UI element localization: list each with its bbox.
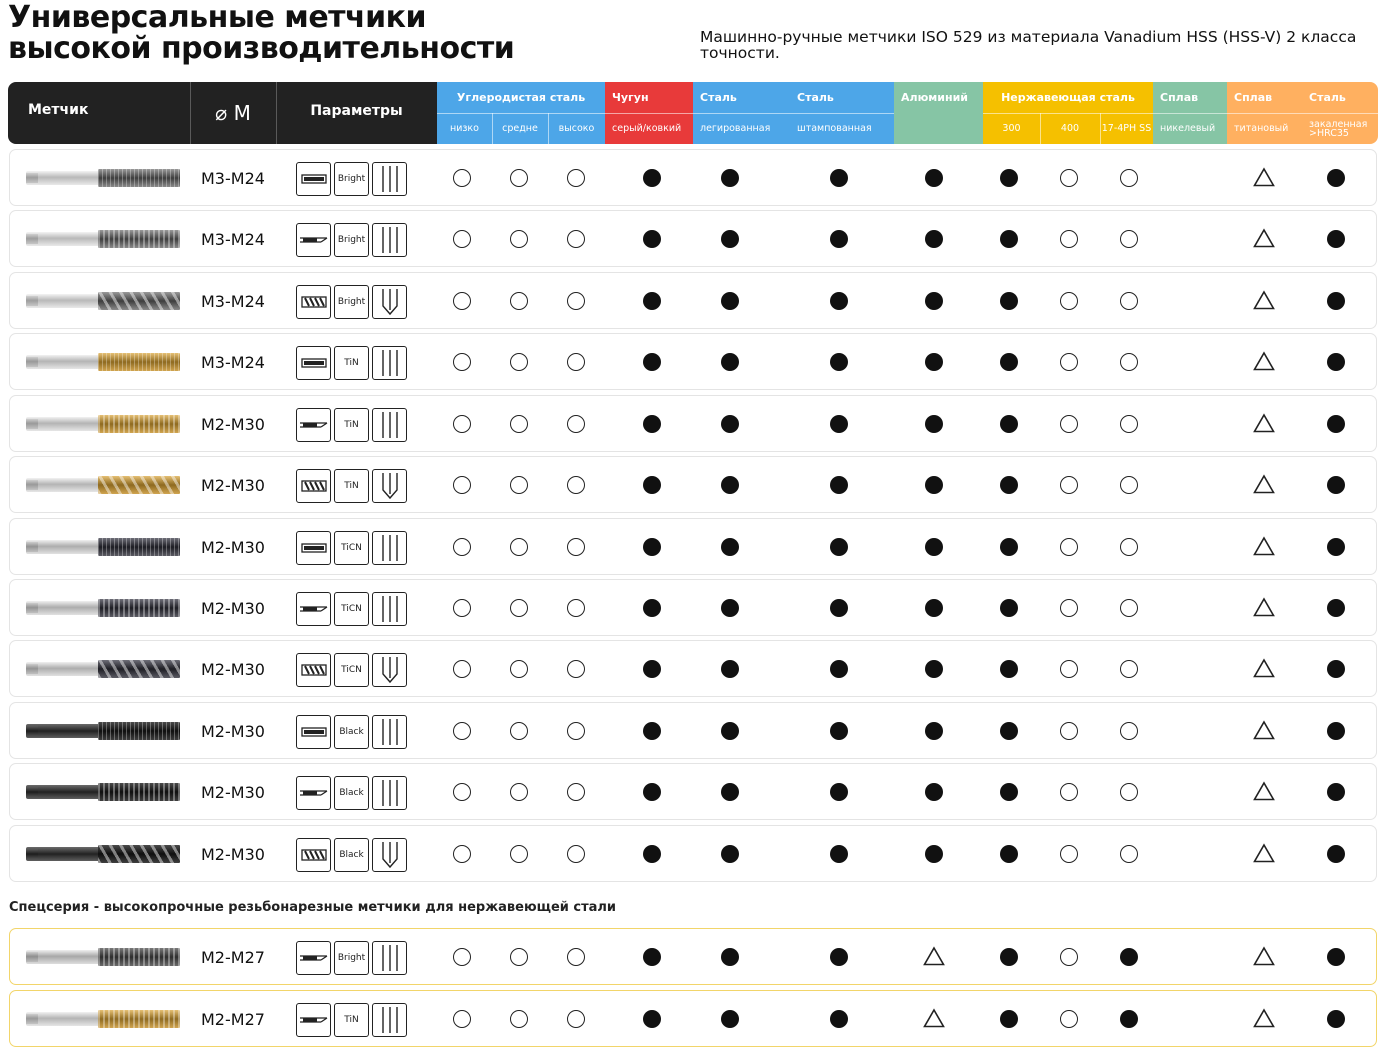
chamfer-icon xyxy=(372,653,407,687)
hollow-circle-icon xyxy=(1120,538,1138,556)
header-group-title: Сплав xyxy=(1234,91,1273,104)
triangle-icon xyxy=(1253,720,1275,740)
filled-circle-icon xyxy=(1327,783,1345,801)
hollow-circle-icon xyxy=(567,230,585,248)
flute-type-icon xyxy=(296,941,331,975)
filled-circle-icon xyxy=(1000,415,1018,433)
filled-circle-icon xyxy=(721,476,739,494)
table-row xyxy=(9,990,1377,1047)
filled-circle-icon xyxy=(925,230,943,248)
header-subcolumn: титановый xyxy=(1234,123,1289,134)
header-group-title: Углеродистая сталь xyxy=(456,91,586,104)
filled-circle-icon xyxy=(925,722,943,740)
filled-circle-icon xyxy=(925,353,943,371)
header-group xyxy=(983,82,1153,144)
size-range: M3-M24 xyxy=(201,169,265,188)
hollow-circle-icon xyxy=(1060,722,1078,740)
chamfer-icon xyxy=(372,531,407,565)
header-subcolumn-divider xyxy=(1040,113,1041,144)
triangle-icon xyxy=(1253,781,1275,801)
header-subcolumn: 17-4PH SS xyxy=(1101,123,1152,134)
filled-circle-icon xyxy=(830,476,848,494)
filled-circle-icon xyxy=(643,415,661,433)
flute-type-icon xyxy=(296,653,331,687)
hollow-circle-icon xyxy=(453,948,471,966)
filled-circle-icon xyxy=(830,845,848,863)
hollow-circle-icon xyxy=(567,722,585,740)
tap-image xyxy=(26,599,180,617)
filled-circle-icon xyxy=(1327,845,1345,863)
hollow-circle-icon xyxy=(1120,476,1138,494)
header-group-title: Сталь xyxy=(797,91,834,104)
filled-circle-icon xyxy=(643,476,661,494)
header-tap: Метчик xyxy=(28,102,89,118)
tap-image xyxy=(26,1010,180,1028)
filled-circle-icon xyxy=(1000,476,1018,494)
size-range: M2-M30 xyxy=(201,783,265,802)
flute-type-icon xyxy=(296,776,331,810)
coating-label: Black xyxy=(334,715,369,749)
filled-circle-icon xyxy=(1000,292,1018,310)
filled-circle-icon xyxy=(643,1010,661,1028)
filled-circle-icon xyxy=(1327,722,1345,740)
coating-label: Bright xyxy=(334,941,369,975)
hollow-circle-icon xyxy=(1060,845,1078,863)
hollow-circle-icon xyxy=(567,415,585,433)
header-subcolumn: высоко xyxy=(558,123,595,134)
flute-type-icon xyxy=(296,469,331,503)
table-header xyxy=(8,82,1378,144)
tap-image xyxy=(26,538,180,556)
filled-circle-icon xyxy=(1000,538,1018,556)
filled-circle-icon xyxy=(830,169,848,187)
header-subcolumn: 400 xyxy=(1060,123,1080,134)
size-range: M2-M30 xyxy=(201,722,265,741)
filled-circle-icon xyxy=(721,1010,739,1028)
coating-label: TiN xyxy=(334,469,369,503)
filled-circle-icon xyxy=(721,169,739,187)
header-subcolumn: средне xyxy=(502,123,538,134)
header-group-title: Сталь xyxy=(1309,91,1346,104)
filled-circle-icon xyxy=(1327,1010,1345,1028)
hollow-circle-icon xyxy=(1060,292,1078,310)
hollow-circle-icon xyxy=(453,476,471,494)
hollow-circle-icon xyxy=(510,660,528,678)
page-title-line2: высокой производительности xyxy=(8,31,515,66)
filled-circle-icon xyxy=(925,783,943,801)
filled-circle-icon xyxy=(721,353,739,371)
page-title-line1: Универсальные метчики xyxy=(8,0,427,35)
flute-type-icon xyxy=(296,838,331,872)
hollow-circle-icon xyxy=(1120,845,1138,863)
chamfer-icon xyxy=(372,776,407,810)
table-row xyxy=(9,702,1377,759)
table-row xyxy=(9,456,1377,513)
header-subcolumn: никелевый xyxy=(1160,123,1216,134)
filled-circle-icon xyxy=(643,353,661,371)
hollow-circle-icon xyxy=(1060,230,1078,248)
hollow-circle-icon xyxy=(453,599,471,617)
hollow-circle-icon xyxy=(453,292,471,310)
header-group xyxy=(1227,82,1302,144)
triangle-icon xyxy=(1253,474,1275,494)
filled-circle-icon xyxy=(643,948,661,966)
filled-circle-icon xyxy=(925,415,943,433)
table-row xyxy=(9,149,1377,206)
filled-circle-icon xyxy=(830,948,848,966)
triangle-icon xyxy=(1253,1008,1275,1028)
hollow-circle-icon xyxy=(1120,660,1138,678)
size-range: M2-M30 xyxy=(201,476,265,495)
chamfer-icon xyxy=(372,346,407,380)
hollow-circle-icon xyxy=(1060,783,1078,801)
triangle-icon xyxy=(1253,946,1275,966)
chamfer-icon xyxy=(372,162,407,196)
filled-circle-icon xyxy=(1000,599,1018,617)
hollow-circle-icon xyxy=(1120,230,1138,248)
hollow-circle-icon xyxy=(453,722,471,740)
size-range: M2-M27 xyxy=(201,948,265,967)
flute-type-icon xyxy=(296,592,331,626)
triangle-icon xyxy=(1253,351,1275,371)
filled-circle-icon xyxy=(830,415,848,433)
table-row xyxy=(9,272,1377,329)
hollow-circle-icon xyxy=(567,353,585,371)
filled-circle-icon xyxy=(925,292,943,310)
filled-circle-icon xyxy=(1327,169,1345,187)
triangle-icon xyxy=(1253,290,1275,310)
flute-type-icon xyxy=(296,162,331,196)
hollow-circle-icon xyxy=(1060,169,1078,187)
filled-circle-icon xyxy=(925,845,943,863)
hollow-circle-icon xyxy=(1120,353,1138,371)
coating-label: TiN xyxy=(334,408,369,442)
tap-image xyxy=(26,292,180,310)
filled-circle-icon xyxy=(830,230,848,248)
hollow-circle-icon xyxy=(567,292,585,310)
table-row xyxy=(9,518,1377,575)
hollow-circle-icon xyxy=(567,948,585,966)
filled-circle-icon xyxy=(830,538,848,556)
size-range: M2-M30 xyxy=(201,599,265,618)
flute-type-icon xyxy=(296,346,331,380)
filled-circle-icon xyxy=(1000,845,1018,863)
triangle-icon xyxy=(1253,536,1275,556)
header-group-title: Сплав xyxy=(1160,91,1199,104)
triangle-icon xyxy=(1253,167,1275,187)
filled-circle-icon xyxy=(1327,538,1345,556)
filled-circle-icon xyxy=(643,599,661,617)
filled-circle-icon xyxy=(1120,1010,1138,1028)
tap-image xyxy=(26,415,180,433)
filled-circle-icon xyxy=(721,538,739,556)
table-row xyxy=(9,763,1377,820)
filled-circle-icon xyxy=(830,292,848,310)
hollow-circle-icon xyxy=(510,476,528,494)
hollow-circle-icon xyxy=(1120,415,1138,433)
filled-circle-icon xyxy=(721,722,739,740)
filled-circle-icon xyxy=(925,599,943,617)
header-subcolumn xyxy=(894,113,983,144)
triangle-icon xyxy=(1253,413,1275,433)
chamfer-icon xyxy=(372,1003,407,1037)
filled-circle-icon xyxy=(830,783,848,801)
coating-label: TiN xyxy=(334,1003,369,1037)
header-subcolumn-divider xyxy=(548,113,549,144)
hollow-circle-icon xyxy=(510,538,528,556)
chamfer-icon xyxy=(372,592,407,626)
table-row xyxy=(9,210,1377,267)
header-group-title: Нержавеющая сталь xyxy=(1001,91,1135,104)
tap-image xyxy=(26,845,180,863)
hollow-circle-icon xyxy=(1060,948,1078,966)
filled-circle-icon xyxy=(721,599,739,617)
hollow-circle-icon xyxy=(453,230,471,248)
header-group xyxy=(693,82,790,144)
flute-type-icon xyxy=(296,715,331,749)
chamfer-icon xyxy=(372,285,407,319)
hollow-circle-icon xyxy=(510,169,528,187)
table-row xyxy=(9,928,1377,985)
hollow-circle-icon xyxy=(510,353,528,371)
filled-circle-icon xyxy=(721,845,739,863)
hollow-circle-icon xyxy=(1120,722,1138,740)
page-title xyxy=(8,2,514,64)
filled-circle-icon xyxy=(925,476,943,494)
hollow-circle-icon xyxy=(510,783,528,801)
hollow-circle-icon xyxy=(567,660,585,678)
table-row xyxy=(9,395,1377,452)
coating-label: Black xyxy=(334,776,369,810)
header-group xyxy=(1302,82,1378,144)
triangle-icon xyxy=(1253,658,1275,678)
special-series-caption: Спецсерия - высокопрочные резьбонарезные метчики для нержавеющей стали xyxy=(9,900,617,915)
filled-circle-icon xyxy=(721,292,739,310)
hollow-circle-icon xyxy=(1120,599,1138,617)
filled-circle-icon xyxy=(830,660,848,678)
tap-image xyxy=(26,230,180,248)
hollow-circle-icon xyxy=(1060,1010,1078,1028)
hollow-circle-icon xyxy=(1120,783,1138,801)
header-diameter: ⌀ M xyxy=(215,101,251,125)
hollow-circle-icon xyxy=(1060,599,1078,617)
size-range: M3-M24 xyxy=(201,292,265,311)
coating-label: TiCN xyxy=(334,653,369,687)
page-subtitle: Машинно-ручные метчики ISO 529 из материала Vanadium HSS (HSS-V) 2 класса точности. xyxy=(700,28,1357,62)
hollow-circle-icon xyxy=(567,538,585,556)
size-range: M3-M24 xyxy=(201,230,265,249)
chamfer-icon xyxy=(372,223,407,257)
filled-circle-icon xyxy=(1327,476,1345,494)
filled-circle-icon xyxy=(721,660,739,678)
chamfer-icon xyxy=(372,941,407,975)
size-range: M2-M30 xyxy=(201,660,265,679)
coating-label: Bright xyxy=(334,285,369,319)
filled-circle-icon xyxy=(721,948,739,966)
filled-circle-icon xyxy=(721,783,739,801)
hollow-circle-icon xyxy=(567,599,585,617)
filled-circle-icon xyxy=(643,538,661,556)
filled-circle-icon xyxy=(1000,722,1018,740)
hollow-circle-icon xyxy=(510,948,528,966)
tap-image xyxy=(26,948,180,966)
filled-circle-icon xyxy=(643,845,661,863)
hollow-circle-icon xyxy=(453,783,471,801)
table-row xyxy=(9,579,1377,636)
filled-circle-icon xyxy=(643,722,661,740)
header-subcolumn: низко xyxy=(450,123,479,134)
filled-circle-icon xyxy=(830,599,848,617)
filled-circle-icon xyxy=(643,783,661,801)
filled-circle-icon xyxy=(1327,599,1345,617)
filled-circle-icon xyxy=(1327,415,1345,433)
hollow-circle-icon xyxy=(1120,169,1138,187)
hollow-circle-icon xyxy=(567,1010,585,1028)
header-subcolumn: закаленная >HRC35 xyxy=(1309,118,1368,139)
header-subcolumn: 300 xyxy=(1002,123,1021,134)
filled-circle-icon xyxy=(1000,660,1018,678)
filled-circle-icon xyxy=(643,169,661,187)
hollow-circle-icon xyxy=(453,415,471,433)
header-subcolumn-divider xyxy=(492,113,493,144)
header-subcolumn: серый/ковкий xyxy=(612,123,682,134)
tap-image xyxy=(26,169,180,187)
filled-circle-icon xyxy=(1000,1010,1018,1028)
hollow-circle-icon xyxy=(453,660,471,678)
filled-circle-icon xyxy=(1327,948,1345,966)
filled-circle-icon xyxy=(721,415,739,433)
flute-type-icon xyxy=(296,285,331,319)
hollow-circle-icon xyxy=(510,599,528,617)
tap-image xyxy=(26,783,180,801)
header-subcolumn: штампованная xyxy=(797,123,872,134)
chamfer-icon xyxy=(372,715,407,749)
filled-circle-icon xyxy=(721,230,739,248)
table-row xyxy=(9,640,1377,697)
size-range: M2-M30 xyxy=(201,538,265,557)
size-range: M3-M24 xyxy=(201,353,265,372)
filled-circle-icon xyxy=(925,660,943,678)
hollow-circle-icon xyxy=(510,415,528,433)
filled-circle-icon xyxy=(830,722,848,740)
header-group xyxy=(605,82,693,144)
hollow-circle-icon xyxy=(567,845,585,863)
header-subcolumn-divider xyxy=(1100,113,1101,144)
coating-label: TiN xyxy=(334,346,369,380)
header-group xyxy=(894,82,983,144)
header-group xyxy=(1153,82,1227,144)
filled-circle-icon xyxy=(1327,660,1345,678)
filled-circle-icon xyxy=(1000,169,1018,187)
flute-type-icon xyxy=(296,531,331,565)
hollow-circle-icon xyxy=(567,783,585,801)
hollow-circle-icon xyxy=(1060,353,1078,371)
header-group-title: Алюминий xyxy=(901,91,968,104)
triangle-icon xyxy=(923,946,945,966)
tap-image xyxy=(26,353,180,371)
header-subcolumn: легированная xyxy=(700,123,771,134)
filled-circle-icon xyxy=(1000,783,1018,801)
filled-circle-icon xyxy=(643,230,661,248)
hollow-circle-icon xyxy=(1060,415,1078,433)
table-row xyxy=(9,333,1377,390)
filled-circle-icon xyxy=(925,169,943,187)
filled-circle-icon xyxy=(1000,948,1018,966)
filled-circle-icon xyxy=(1327,292,1345,310)
filled-circle-icon xyxy=(1327,230,1345,248)
filled-circle-icon xyxy=(643,660,661,678)
hollow-circle-icon xyxy=(1120,292,1138,310)
flute-type-icon xyxy=(296,408,331,442)
flute-type-icon xyxy=(296,223,331,257)
header-group-title: Чугун xyxy=(612,91,649,104)
flute-type-icon xyxy=(296,1003,331,1037)
hollow-circle-icon xyxy=(453,845,471,863)
size-range: M2-M27 xyxy=(201,1010,265,1029)
filled-circle-icon xyxy=(830,1010,848,1028)
hollow-circle-icon xyxy=(453,353,471,371)
size-range: M2-M30 xyxy=(201,415,265,434)
hollow-circle-icon xyxy=(1060,476,1078,494)
filled-circle-icon xyxy=(1000,230,1018,248)
hollow-circle-icon xyxy=(510,292,528,310)
filled-circle-icon xyxy=(643,292,661,310)
coating-label: TiCN xyxy=(334,531,369,565)
hollow-circle-icon xyxy=(453,538,471,556)
hollow-circle-icon xyxy=(1060,660,1078,678)
filled-circle-icon xyxy=(1120,948,1138,966)
hollow-circle-icon xyxy=(567,476,585,494)
hollow-circle-icon xyxy=(453,169,471,187)
hollow-circle-icon xyxy=(510,230,528,248)
filled-circle-icon xyxy=(830,353,848,371)
hollow-circle-icon xyxy=(510,1010,528,1028)
chamfer-icon xyxy=(372,408,407,442)
triangle-icon xyxy=(1253,597,1275,617)
tap-image xyxy=(26,476,180,494)
chamfer-icon xyxy=(372,469,407,503)
coating-label: Bright xyxy=(334,162,369,196)
tap-image xyxy=(26,722,180,740)
hollow-circle-icon xyxy=(1060,538,1078,556)
hollow-circle-icon xyxy=(567,169,585,187)
tap-image xyxy=(26,660,180,678)
filled-circle-icon xyxy=(925,538,943,556)
coating-label: Black xyxy=(334,838,369,872)
coating-label: Bright xyxy=(334,223,369,257)
triangle-icon xyxy=(1253,843,1275,863)
size-range: M2-M30 xyxy=(201,845,265,864)
triangle-icon xyxy=(1253,228,1275,248)
header-params: Параметры xyxy=(310,103,403,119)
hollow-circle-icon xyxy=(453,1010,471,1028)
filled-circle-icon xyxy=(1327,353,1345,371)
hollow-circle-icon xyxy=(510,722,528,740)
table-row xyxy=(9,825,1377,882)
chamfer-icon xyxy=(372,838,407,872)
filled-circle-icon xyxy=(1000,353,1018,371)
header-group xyxy=(437,82,605,144)
header-group-title: Сталь xyxy=(700,91,737,104)
triangle-icon xyxy=(923,1008,945,1028)
coating-label: TiCN xyxy=(334,592,369,626)
header-group xyxy=(790,82,894,144)
hollow-circle-icon xyxy=(510,845,528,863)
